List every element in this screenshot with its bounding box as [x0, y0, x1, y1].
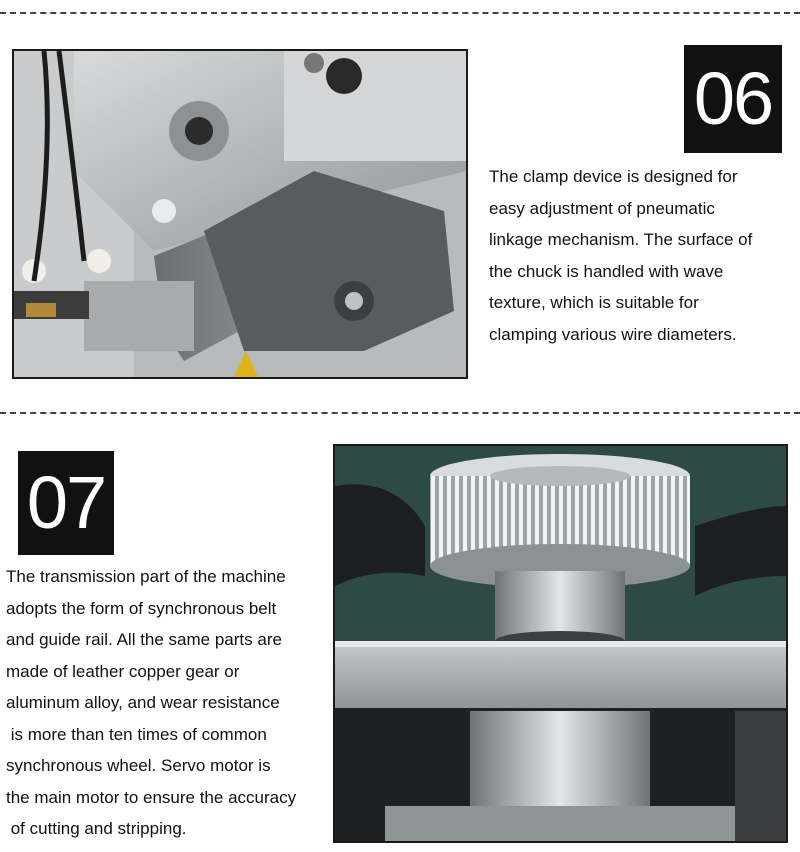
description-line: clamping various wire diameters. [489, 324, 737, 344]
description-line: and guide rail. All the same parts are [6, 630, 282, 649]
transmission-description [6, 561, 296, 845]
section-number-badge: 07 [18, 451, 114, 555]
description-line: synchronous wheel. Servo motor is [6, 756, 271, 775]
description-line: made of leather copper gear or [6, 661, 240, 681]
description-line: aluminum alloy, and wear resistance [6, 693, 280, 712]
description-line: easy adjustment of pneumatic [489, 198, 715, 218]
description-line: texture, which is suitable for [489, 293, 699, 312]
description-line: the chuck is handled with wave [489, 261, 724, 281]
description-line: linkage mechanism. The surface of [489, 230, 753, 249]
section-number-badge: 06 [684, 45, 782, 153]
transmission-pulley-photo [333, 444, 788, 843]
clamp-device-photo [12, 49, 468, 379]
description-line: is more than ten times of common [6, 724, 267, 744]
description-line: The clamp device is designed for [489, 167, 738, 186]
clamp-device-description [489, 161, 752, 350]
middle-dashed-divider [0, 412, 800, 414]
top-dashed-divider [0, 12, 800, 14]
description-line: of cutting and stripping. [6, 819, 187, 838]
description-line: adopts the form of synchronous belt [6, 598, 277, 618]
description-line: the main motor to ensure the accuracy [6, 787, 297, 807]
description-line: The transmission part of the machine [6, 567, 286, 586]
